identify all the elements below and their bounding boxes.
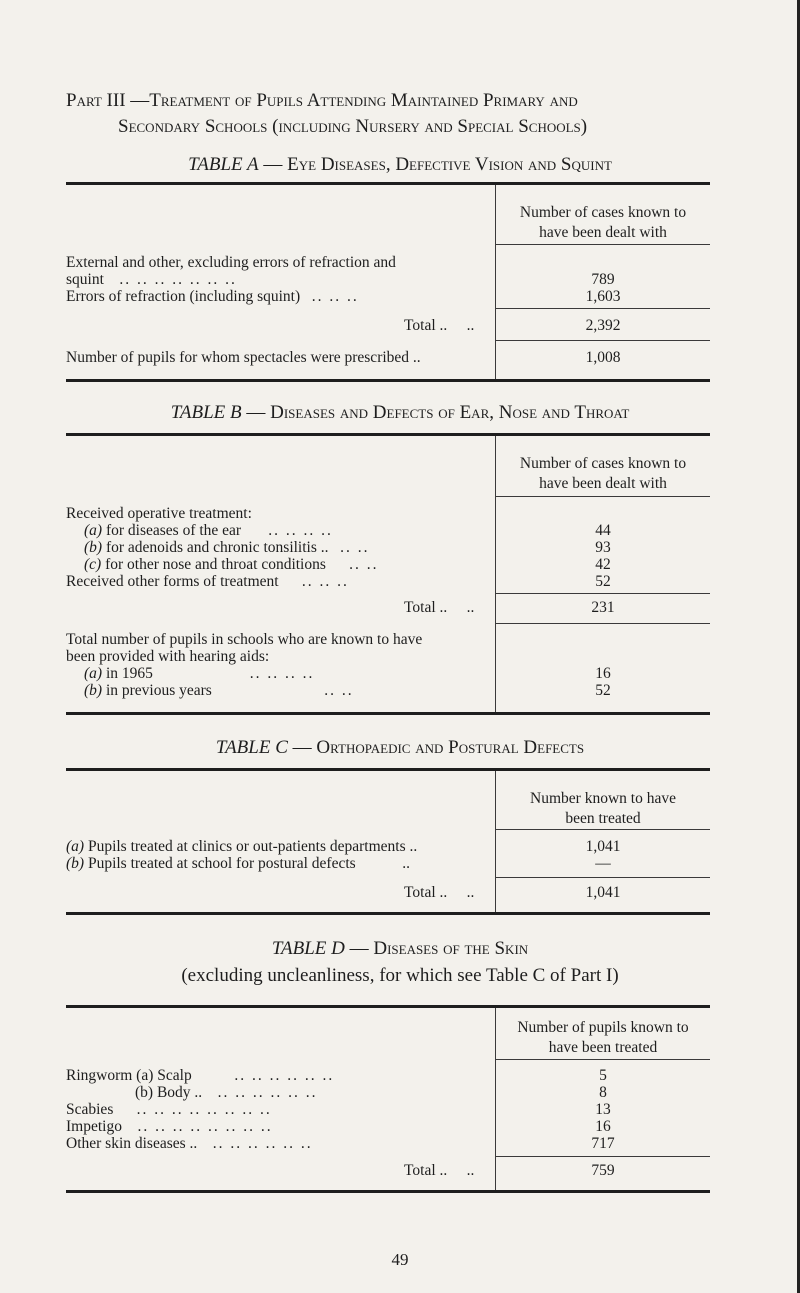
table-a-column-header: Number of cases known to have been dealt with (519, 204, 687, 241)
table-c-header-rule (496, 829, 710, 830)
table-b-bottom-rule (66, 712, 710, 715)
table-c-total-label: Total .. .. (404, 884, 475, 901)
table-d-value: 717 (591, 1135, 615, 1152)
table-b-row-label: (a) for diseases of the ear .. .. .. .. (84, 522, 333, 539)
table-b-value: 52 (595, 573, 611, 590)
table-d-row-label: Ringworm (a) Scalp .. .. .. .. .. .. (66, 1067, 335, 1084)
page-number: 49 (391, 1250, 409, 1269)
table-a-row-label: External and other, excluding errors of refraction and (66, 254, 396, 271)
table-b-column-header: Number of cases known to have been dealt with (519, 455, 687, 492)
table-a-row-label: Errors of refraction (including squint) .. .. .. (66, 288, 359, 305)
table-b-row-label: (b) for adenoids and chronic tonsilitis .. .. .. (84, 539, 370, 556)
table-a-top-rule (66, 182, 710, 185)
table-b-hearing-heading: been provided with hearing aids: (66, 648, 270, 665)
table-d-value: 13 (595, 1101, 611, 1118)
table-d-total-label: Total .. .. (404, 1162, 475, 1179)
table-d-top-rule (66, 1005, 710, 1008)
table-b-hearing-rule (496, 623, 710, 624)
table-a-title: TABLE A — Eye Diseases, Defective Vision and Squint (188, 154, 612, 175)
table-c-total-rule (496, 877, 710, 878)
table-a-row-label: squint .. .. .. .. .. .. .. (66, 271, 237, 288)
table-b-top-rule (66, 433, 710, 436)
table-d-subtitle: (excluding uncleanliness, for which see Table C of Part I) (181, 965, 619, 986)
table-d-row-label: Impetigo .. .. .. .. .. .. .. .. (66, 1118, 273, 1135)
part-heading-line-2: Secondary Schools (including Nursery and Special Schools) (118, 116, 588, 137)
table-c-top-rule (66, 768, 710, 771)
table-b-value: 93 (595, 539, 611, 556)
table-a-total-value: 2,392 (585, 317, 621, 334)
table-d-total-rule (496, 1156, 710, 1157)
table-d-value: 8 (599, 1084, 607, 1101)
table-a-header-rule (496, 244, 710, 245)
table-c-total-value: 1,041 (585, 884, 621, 901)
table-d-value: 5 (599, 1067, 607, 1084)
table-b-value: 42 (595, 556, 611, 573)
table-c-title: TABLE C — Orthopaedic and Postural Defects (215, 737, 585, 758)
table-d-row-label: (b) Body .. .. .. .. .. .. .. (135, 1084, 318, 1101)
table-b-total-value: 231 (591, 599, 615, 616)
table-a-value: 1,603 (585, 288, 621, 305)
table-c-value: 1,041 (585, 838, 621, 855)
table-b-value: 44 (595, 522, 611, 539)
table-b-hearing-row-label: (b) in previous years .. .. (84, 682, 354, 699)
table-a-total-rule (496, 308, 710, 309)
table-a-spectacles-label: Number of pupils for whom spectacles were prescribed .. (66, 349, 421, 366)
table-b-total-label: Total .. .. (404, 599, 475, 616)
table-a-bottom-rule (66, 379, 710, 382)
table-b-title: TABLE B — Diseases and Defects of Ear, Nose and Throat (170, 402, 630, 423)
table-d-row-label: Other skin diseases .. .. .. .. .. .. .. (66, 1135, 313, 1152)
table-b-hearing-value: 16 (595, 665, 611, 682)
table-c-row-label: (b) Pupils treated at school for postural defects .. (66, 855, 410, 872)
table-a-spectacles-rule (496, 340, 710, 341)
table-b-hearing-heading: Total number of pupils in schools who are known to have (66, 631, 423, 648)
table-d-value: 16 (595, 1118, 611, 1135)
table-c-row-label: (a) Pupils treated at clinics or out-patients departments .. (66, 838, 418, 855)
table-b-row-label: (c) for other nose and throat conditions .. .. (84, 556, 379, 573)
table-c-bottom-rule (66, 912, 710, 915)
table-a-spectacles-value: 1,008 (585, 349, 621, 366)
table-d-total-value: 759 (591, 1162, 615, 1179)
table-b-total-rule (496, 593, 710, 594)
part-heading-line-1: Part III —Treatment of Pupils Attending Maintained Primary and (66, 90, 578, 111)
table-d-title: TABLE D — Diseases of the Skin (271, 938, 529, 959)
table-d-row-label: Scabies .. .. .. .. .. .. .. .. (66, 1101, 272, 1118)
table-d-column-header: Number of pupils known to have been treated (517, 1019, 689, 1056)
table-b-hearing-row-label: (a) in 1965 .. .. .. .. (84, 665, 315, 682)
table-b-header-rule (496, 496, 710, 497)
table-a-value: 789 (591, 271, 615, 288)
table-d-header-rule (496, 1059, 710, 1060)
table-c-value: — (595, 855, 611, 872)
table-b-row-label: Received other forms of treatment .. .. .. (66, 573, 349, 590)
table-d-bottom-rule (66, 1190, 710, 1193)
table-b-hearing-value: 52 (595, 682, 611, 699)
table-b-operative-heading: Received operative treatment: (66, 505, 252, 522)
table-a-total-label: Total .. .. (404, 317, 475, 334)
table-c-column-header: Number known to have been treated (530, 790, 676, 827)
